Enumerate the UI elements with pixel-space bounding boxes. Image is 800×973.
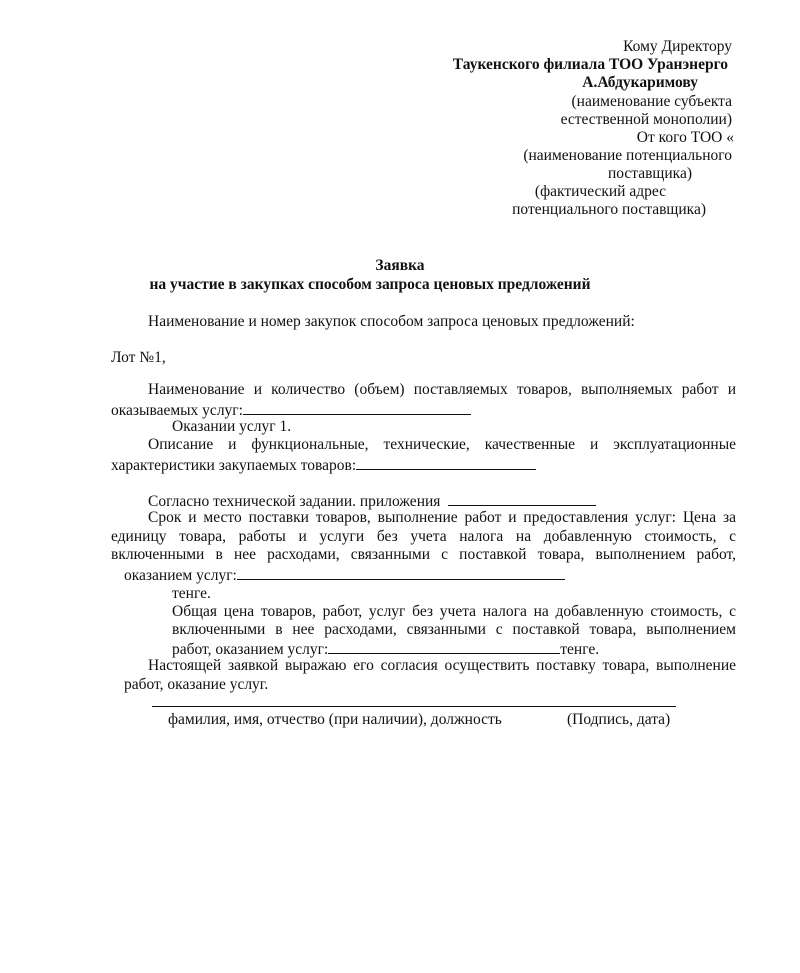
delivery-line-2: единицу товара, работы и услуги без учета налога на добавленную стоимость, с [111,528,736,545]
document-subtitle: на участие в закупках способом запроса ценовых предложений [149,276,591,293]
technical-spec-label: Согласно технической задании. приложения [148,493,441,510]
characteristics-label: характеристики закупаемых товаров: [111,457,357,474]
addressee-line-9: (фактический адрес [534,183,666,200]
characteristics-blank[interactable] [356,455,536,470]
goods-name-blank[interactable] [243,400,471,415]
total-price-label: работ, оказанием услуг: [172,641,329,658]
consent-line-1: Настоящей заявкой выражаю его согласия осуществить поставку товара, выполнение [148,657,736,674]
signature-name-label: фамилия, имя, отчество (при наличии), должность [168,711,502,728]
total-price-line-2: включенными в нее расходами, связанными с поставкой товара, выполнением [172,621,736,638]
delivery-line-4 [124,565,565,585]
delivery-line-1: Срок и место поставки товаров, выполнение работ и предоставления услуг: Цена за [148,509,736,526]
signature-sign-label: (Подпись, дата) [567,711,671,728]
procurement-name-label: Наименование и номер закупок способом запроса ценовых предложений: [148,313,635,330]
total-price-blank[interactable] [328,639,560,654]
technical-spec-line [148,491,596,511]
goods-name-line-1: Наименование и количество (объем) поставляемых товаров, выполняемых работ и [148,381,736,398]
technical-spec-blank[interactable] [448,491,596,506]
addressee-line-1: Кому Директору [623,38,732,55]
addressee-line-2: Таукенского филиала ТОО Уранэнерго [452,56,728,73]
goods-name-value: Оказании услуг 1. [172,418,292,435]
characteristics-line-1: Описание и функциональные, технические, качественные и эксплуатационные [148,436,736,453]
goods-name-label: оказываемых услуг: [111,402,243,419]
signature-line[interactable] [152,706,676,707]
addressee-line-10: потенциального поставщика) [512,201,706,218]
addressee-line-6: От кого ТОО « [636,129,734,146]
addressee-line-4: (наименование субъекта [571,93,732,110]
addressee-line-3: А.Абдукаримову [582,74,698,91]
consent-line-2: работ, оказание услуг. [124,676,269,693]
document-title: Заявка [375,257,425,274]
addressee-line-7: (наименование потенциального [523,147,732,164]
characteristics-line-2 [111,455,536,475]
goods-name-line-2 [111,400,471,420]
delivery-line-3: включенными в нее расходами, связанными с поставкой товара, выполнением работ, [111,546,736,563]
addressee-line-8: поставщика) [607,165,692,182]
total-price-line-1: Общая цена товаров, работ, услуг без учета налога на добавленную стоимость, с [172,603,736,620]
lot-number: Лот №1, [111,349,166,366]
unit-price-currency: тенге. [172,585,211,602]
total-price-currency: тенге. [560,641,600,658]
addressee-line-5: естественной монополии) [560,111,732,128]
unit-price-label: оказанием услуг: [124,567,237,584]
total-price-line-3 [172,639,599,659]
unit-price-blank[interactable] [237,565,565,580]
